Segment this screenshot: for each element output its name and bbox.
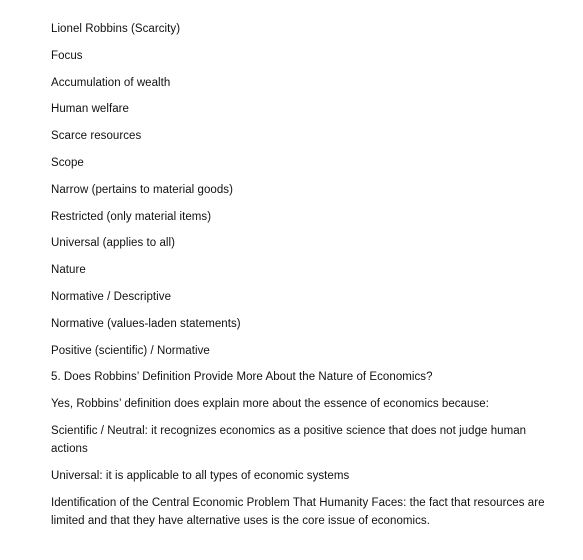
text-paragraph: Scientific / Neutral: it recognizes economics as a positive science that does not judge human actions (51, 424, 527, 455)
text-line: Normative (values-laden statements) (51, 317, 241, 330)
text-line: Universal (applies to all) (51, 237, 176, 250)
text-line: Nature (51, 264, 86, 277)
text-line: Universal: it is applicable to all types of economic systems (51, 469, 350, 482)
text-line: Scope (51, 156, 84, 169)
document-body (51, 20, 551, 538)
text-line: Lionel Robbins (Scarcity) (51, 23, 181, 35)
text-paragraph: Identification of the Central Economic Problem That Humanity Faces: the fact that resources are limited and that they have alternative uses is the core issue of economics. (51, 496, 545, 527)
text-line: Focus (51, 49, 83, 62)
text-line: Human welfare (51, 103, 129, 116)
question-heading: 5. Does Robbins’ Definition Provide More About the Nature of Economics? (51, 371, 433, 384)
text-line: Normative / Descriptive (51, 290, 172, 303)
text-line: Scarce resources (51, 130, 142, 143)
text-line: Narrow (pertains to material goods) (51, 183, 233, 196)
text-line: Positive (scientific) / Normative (51, 344, 210, 357)
text-line: Accumulation of wealth (51, 76, 171, 89)
text-line: Restricted (only material items) (51, 210, 212, 223)
text-line: Yes, Robbins’ definition does explain more about the essence of economics because: (51, 398, 489, 411)
